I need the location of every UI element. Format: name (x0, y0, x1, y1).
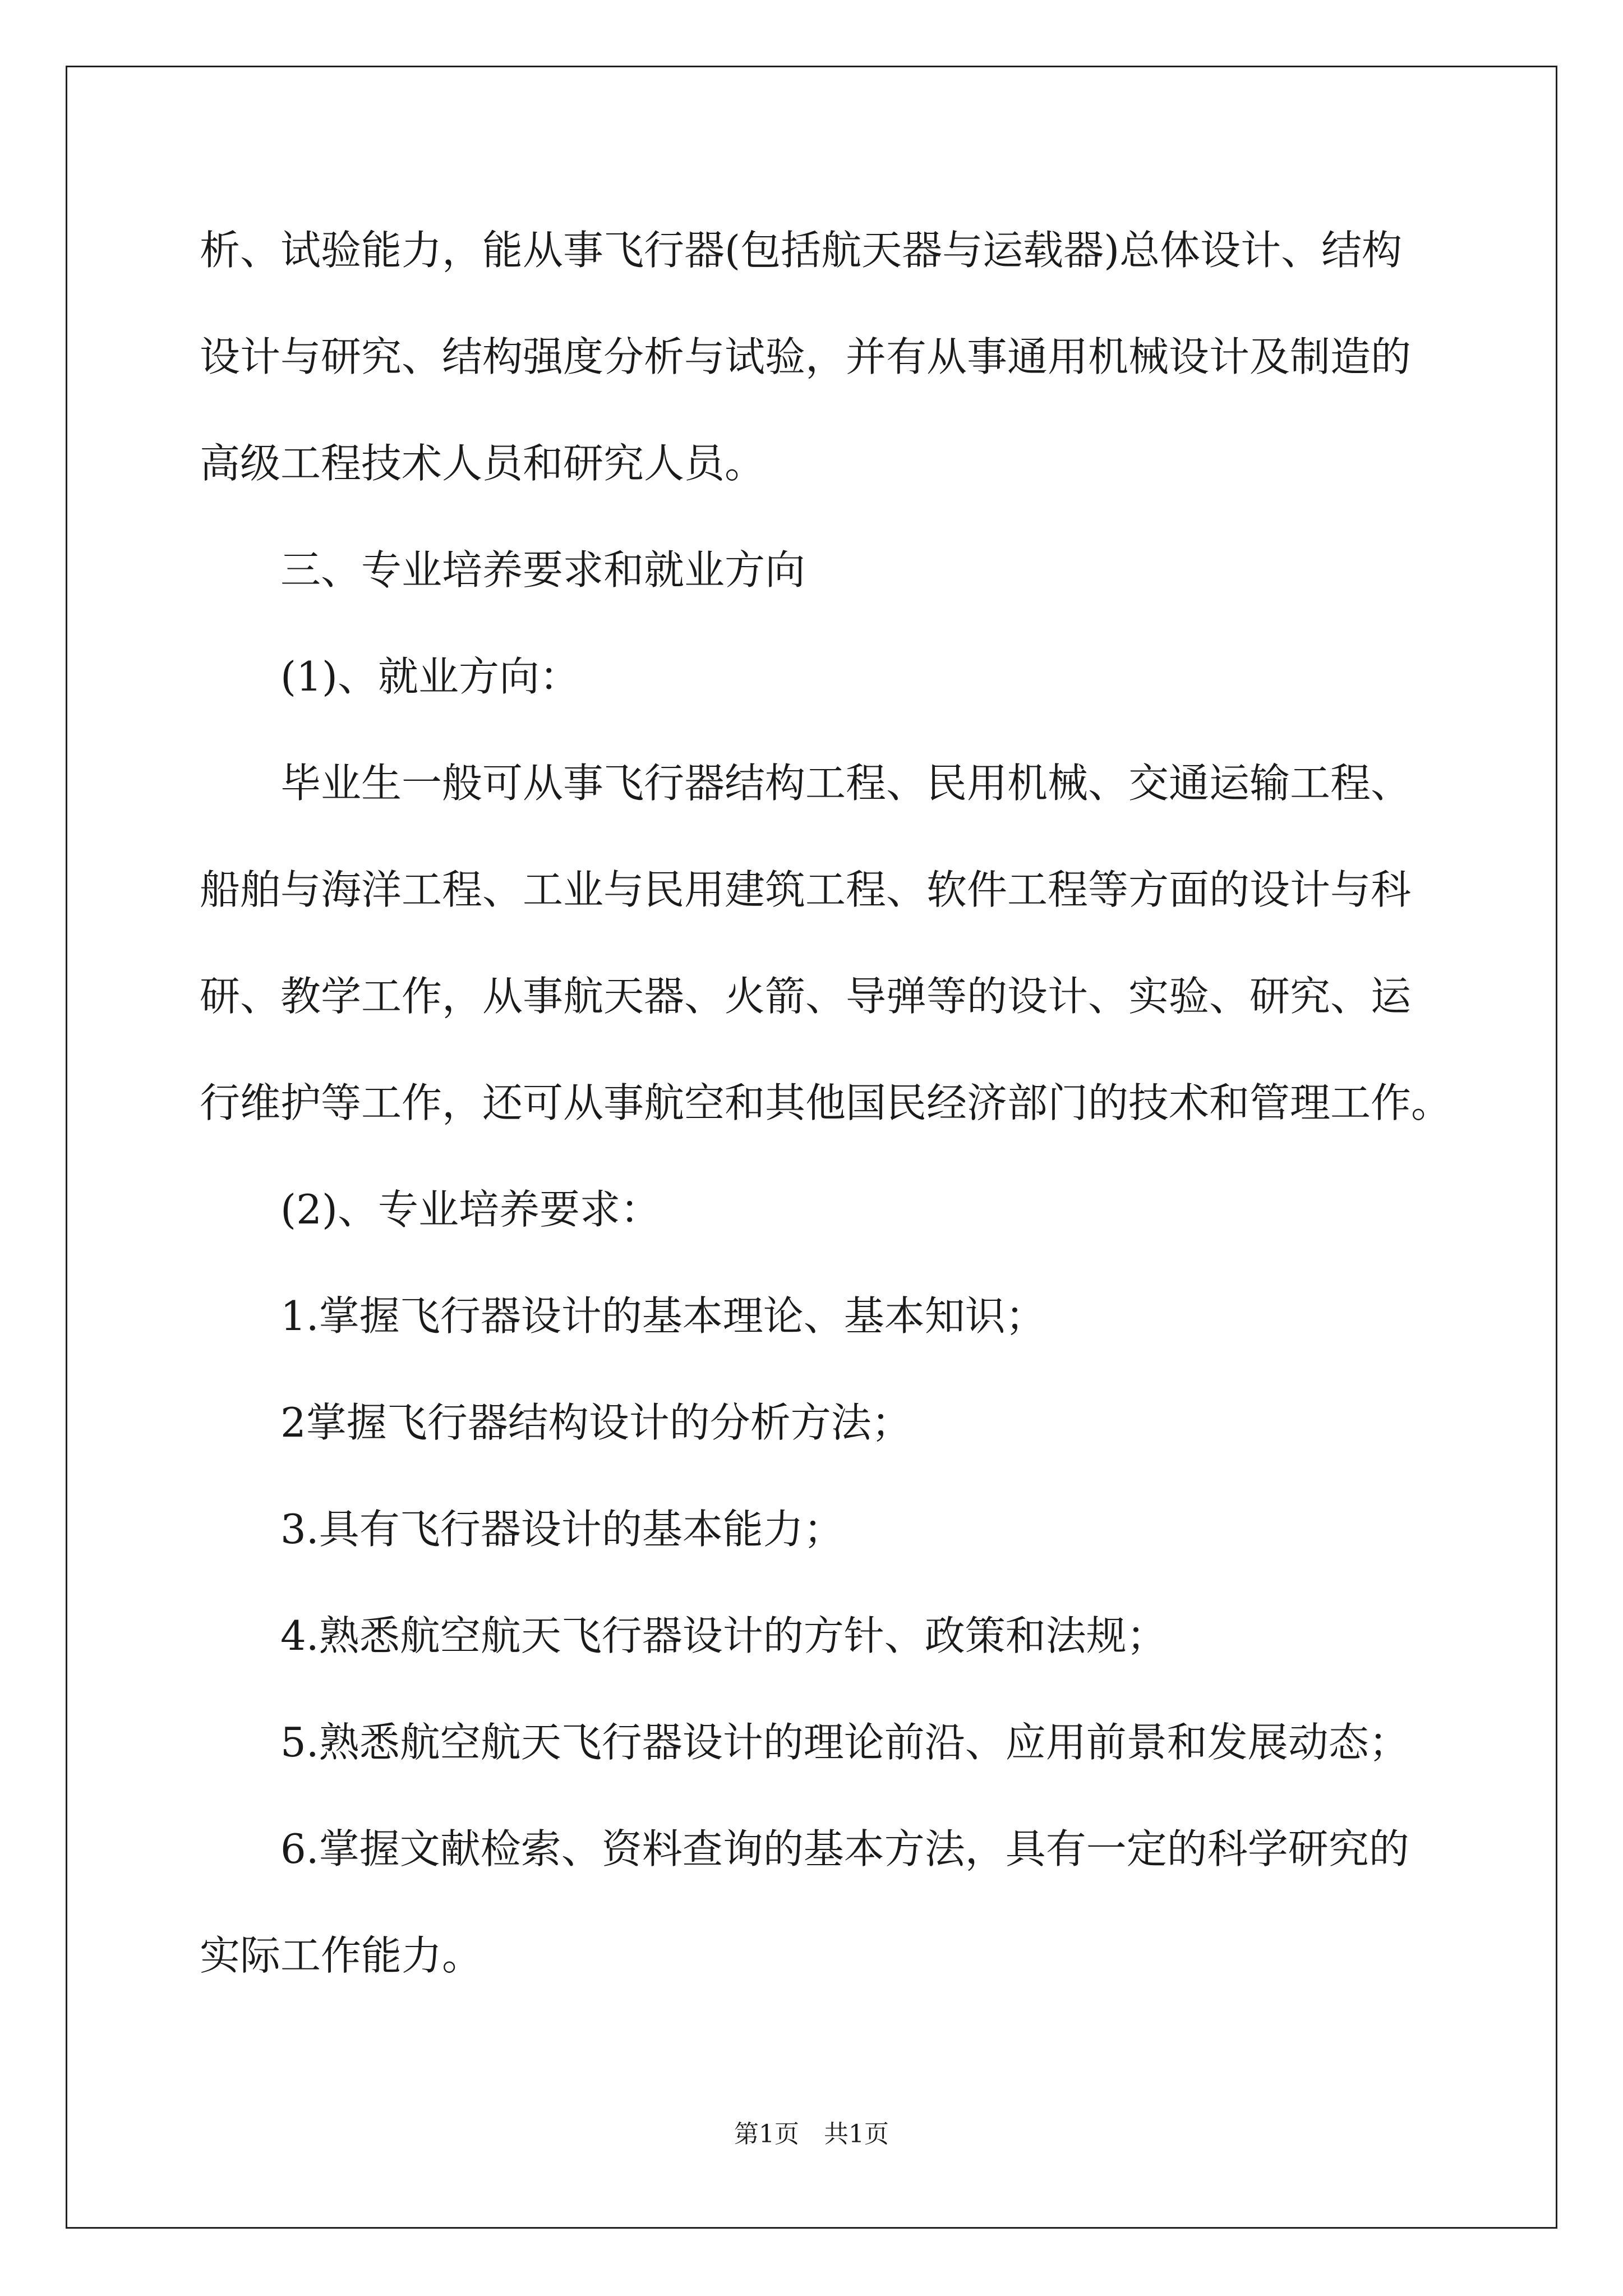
list-item-3: 3.具有飞行器设计的基本能力； (280, 1506, 844, 1553)
list-item-2: 2掌握飞行器结构设计的分析方法； (280, 1399, 912, 1446)
body-line-8: 研、教学工作，从事航天器、火箭、导弹等的设计、实验、研究、运 (200, 973, 1412, 1020)
page-border (66, 66, 1557, 2229)
list-item-1: 1.掌握飞行器设计的基本理论、基本知识； (280, 1292, 1046, 1340)
body-line-7: 船舶与海洋工程、工业与民用建筑工程、软件工程等方面的设计与科 (200, 866, 1412, 913)
body-line-2: 设计与研究、结构强度分析与试验，并有从事通用机械设计及制造的 (200, 333, 1412, 380)
body-line-1: 析、试验能力，能从事飞行器(包括航天器与运载器)总体设计、结构 (200, 227, 1403, 274)
list-item-4: 4.熟悉航空航天飞行器设计的方针、政策和法规； (280, 1612, 1167, 1659)
body-line-3: 高级工程技术人员和研究人员。 (200, 440, 766, 487)
section-heading: 三、专业培养要求和就业方向 (280, 546, 806, 593)
page-number-footer: 第1页 共1页 (734, 2120, 889, 2148)
list-item-5: 5.熟悉航空航天飞行器设计的理论前沿、应用前景和发展动态； (280, 1719, 1409, 1766)
subsection-heading-employment: (1)、就业方向： (280, 653, 580, 700)
list-item-6-continuation: 实际工作能力。 (200, 1932, 483, 1979)
subsection-heading-requirements: (2)、专业培养要求： (280, 1186, 661, 1233)
body-line-6: 毕业生一般可从事飞行器结构工程、民用机械、交通运输工程、 (280, 760, 1412, 807)
list-item-6: 6.掌握文献检索、资料查询的基本方法，具有一定的科学研究的 (280, 1825, 1409, 1872)
body-line-9: 行维护等工作，还可从事航空和其他国民经济部门的技术和管理工作。 (200, 1079, 1452, 1126)
